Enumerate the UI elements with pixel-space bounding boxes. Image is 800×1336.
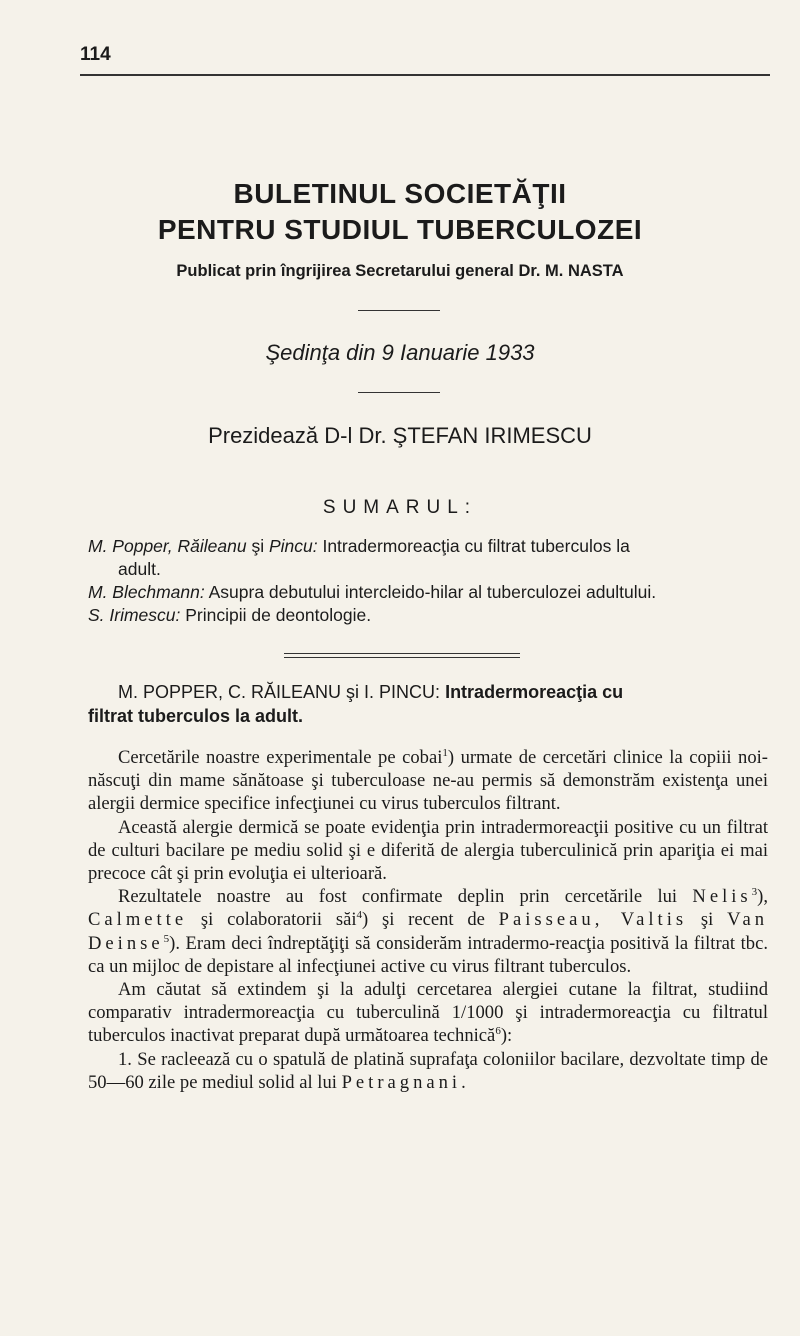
summary-title: Asupra debutului intercleido-hilar al tuberculozei adultului.	[204, 582, 657, 602]
session-date: Şedinţa din 9 Ianuarie 1933	[265, 340, 535, 365]
article-title: Intradermoreacţia cu	[440, 682, 624, 702]
summary-authors: Pincu:	[268, 536, 318, 556]
paragraph	[88, 885, 768, 978]
article-heading-line	[88, 680, 778, 704]
footnote-ref: 4	[356, 909, 362, 922]
divider-rule	[358, 392, 440, 393]
header-rule	[80, 74, 770, 76]
text-run: 1. Se racleează cu o spatulă de platină suprafaţa coloniilor bacilare, dezvoltate timp de 50—60 zile pe mediul solid al lui	[88, 1048, 768, 1093]
text-run: ):	[500, 1025, 513, 1047]
text-run: ). Eram deci îndreptăţiţi să considerăm intradermo-reacţia positivă la filtrat tbc. ca un mijloc de depistare al infecţiunei active cu virus filtrant tuberculos.	[88, 932, 768, 977]
text-run: ) şi recent de	[362, 909, 499, 931]
summary-item	[88, 535, 768, 581]
summary-heading: SUMARUL:	[322, 497, 478, 518]
cited-author: Nelis	[692, 886, 752, 908]
cited-author: Paisseau, Valtis	[498, 909, 688, 931]
cited-author: Van Deinse	[88, 909, 769, 954]
summary-title: Principii de deontologie.	[180, 605, 372, 625]
running-header	[80, 44, 770, 74]
footnote-ref: 3	[751, 886, 758, 899]
text-run: şi colaboratorii săi	[187, 909, 357, 931]
bulletin-subtitle: PENTRU STUDIUL TUBERCULOZEI	[157, 214, 643, 245]
cited-author: Calmette	[88, 909, 188, 931]
text-run: şi	[687, 909, 728, 931]
text-run: Rezultatele noastre au fost confirmate deplin prin cercetările lui	[118, 886, 693, 908]
page-number: 114	[80, 44, 111, 65]
footnote-ref: 1	[442, 746, 448, 759]
article-title-continuation: filtrat tuberculos la adult.	[88, 706, 304, 726]
summary-title: Intradermoreacţia cu filtrat tuberculos la	[317, 536, 630, 556]
article-heading	[88, 680, 778, 728]
paragraph: Această alergie dermică se poate evidenţia prin intradermoreacţii positive cu un filtrat de culturi bacilare pe mediu solid şi e diferită de alergia tuberculinică prin apariţia ei mai precoce cât şi prin evoluţia ei ulterioară.	[88, 816, 768, 885]
text-run: ) urmate de cercetări clinice la copiii noi-născuţi din mame sănătoase şi tuberculoase ne-au permis să demonstrăm existenţa unei alergii dermice specifice infecţiunei cu virus tuberculos filtrant.	[88, 747, 768, 815]
text-run: .	[461, 1071, 466, 1093]
summary-authors: S. Irimescu:	[88, 605, 181, 625]
double-rule-bottom	[284, 657, 520, 658]
summary-title-continuation: adult.	[118, 559, 161, 579]
text-run: Am căutat să extindem şi la adulţi cercetarea alergiei cutane la filtrat, studiind comparativ intradermoreacţia cu tuberculină 1/1000 şi intradermoreacţia cu filtratul tuberculos inactivat preparat după următoarea technică	[88, 979, 768, 1047]
text-run: Cercetările noastre experimentale pe cobai	[118, 747, 443, 768]
divider-rule	[358, 310, 440, 311]
text-run: ),	[757, 886, 768, 908]
summary-authors: M. Blechmann:	[88, 582, 205, 602]
publisher-line: Publicat prin îngrijirea Secretarului general Dr. M. NASTA	[176, 262, 624, 280]
summary-authors: M. Popper, Răileanu	[88, 536, 247, 556]
article-body	[88, 746, 768, 1094]
bulletin-title: BULETINUL SOCIETĂŢII	[233, 178, 567, 209]
paragraph	[88, 746, 768, 816]
paragraph	[88, 978, 768, 1048]
summary-connector: şi	[246, 536, 269, 556]
footnote-ref: 6	[495, 1025, 501, 1038]
cited-author: Petragnani	[341, 1071, 462, 1093]
summary-item	[88, 604, 768, 627]
double-rule-top	[284, 653, 520, 654]
summary-list	[88, 535, 768, 627]
paragraph	[88, 1048, 768, 1094]
article-authors: M. POPPER, C. RĂILEANU şi I. PINCU:	[118, 682, 441, 702]
session-president: Prezidează D-l Dr. ŞTEFAN IRIMESCU	[208, 423, 592, 448]
summary-item	[88, 581, 768, 604]
footnote-ref: 5	[163, 932, 170, 945]
